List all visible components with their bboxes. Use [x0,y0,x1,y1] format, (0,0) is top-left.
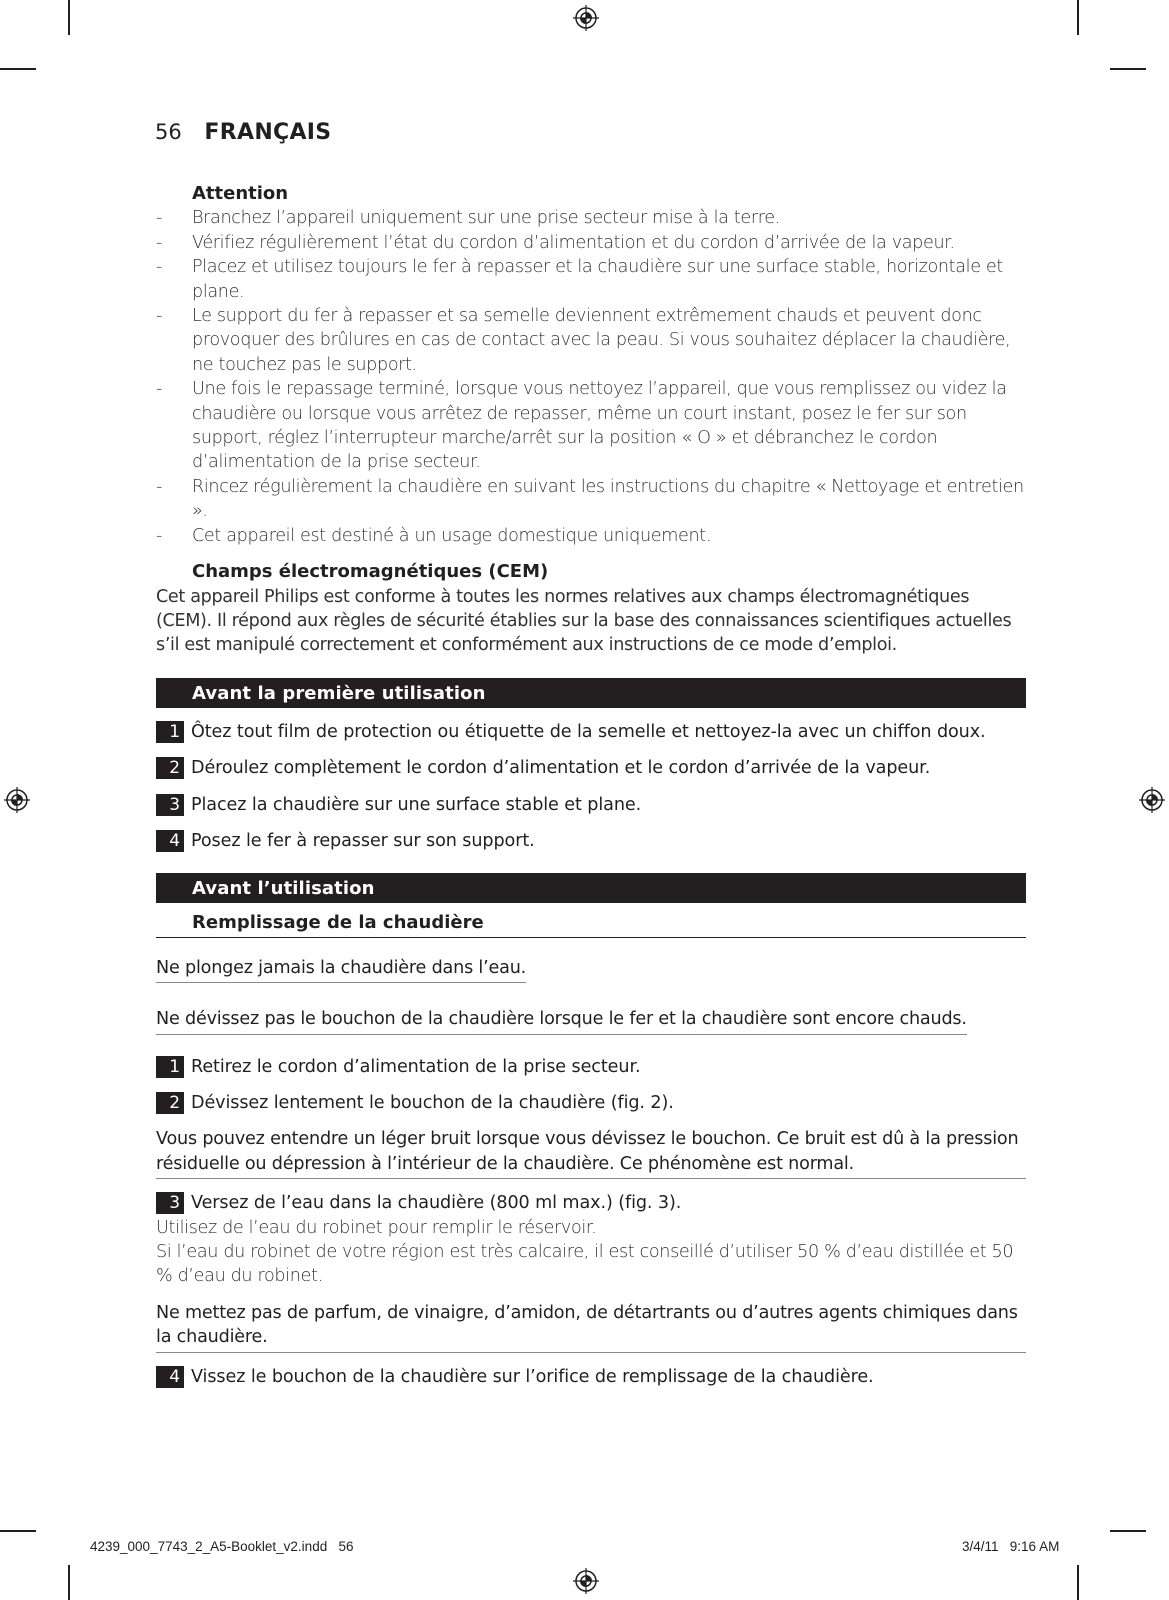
list-item-text: Rincez régulièrement la chaudière en suivant les instructions du chapitre « Nettoyage et entretien ». [192,476,1024,522]
list-item: - Une fois le repassage terminé, lorsque vous nettoyez l’appareil, que vous remplissez ou videz la chaudière ou lorsque vous arrêtez de repasser, même un court instant, posez le fer sur son support, réglez l’interrupteur marche/arrêt sur la position « O » et débranchez le cordon d’alimentation de la prise secteur. [156,379,1007,473]
step-text: Retirez le cordon d’alimentation de la prise secteur. [191,1056,641,1077]
step-item [156,1191,1026,1215]
footer-date: 3/4/11 9:16 AM [962,1539,1060,1554]
cem-heading: Champs électromagnétiques (CEM) [192,561,549,583]
list-item: - Le support du fer à repasser et sa semelle deviennent extrêmement chauds et peuvent donc provoquer des brûlures en cas de contact avec la peau. Si vous souhaitez déplacer la chaudière, ne touchez pas le support. [156,306,1011,375]
warning-text: Ne plongez jamais la chaudière dans l’eau. [156,956,526,983]
crop-mark [68,1565,70,1600]
list-item-text: Le support du fer à repasser et sa semelle deviennent extrêmement chauds et peuvent donc provoquer des brûlures en cas de contact avec la peau. Si vous souhaitez déplacer la chaudière, ne touchez pas le support. [192,306,1011,375]
step-text: Ôtez tout film de protection ou étiquette de la semelle et nettoyez-la avec un chiffon doux. [191,721,986,742]
registration-mark-icon [4,787,30,813]
list-item-text: Cet appareil est destiné à un usage domestique uniquement. [192,525,712,546]
step-text: Posez le fer à repasser sur son support. [191,830,535,851]
crop-mark [0,1530,36,1532]
list-item: - Rincez régulièrement la chaudière en suivant les instructions du chapitre « Nettoyage et entretien ». [156,476,1024,522]
note-text: Vous pouvez entendre un léger bruit lorsque vous dévissez le bouchon. Ce bruit est dû à la pression résiduelle ou dépression à l’intérieur de la chaudière. Ce phénomène est normal. [156,1127,1026,1179]
section-heading-before-use: Avant l’utilisation [156,873,1026,903]
step-number: 3 [156,794,184,816]
document-body [156,182,1026,1389]
language-title: FRANÇAIS [204,120,332,145]
warning-text: Ne dévissez pas le bouchon de la chaudière lorsque le fer et la chaudière sont encore chauds. [156,1007,967,1034]
step-text: Vissez le bouchon de la chaudière sur l’orifice de remplissage de la chaudière. [191,1366,874,1387]
step-number: 4 [156,1366,184,1388]
list-item: - Vérifiez régulièrement l’état du cordon d’alimentation et du cordon d’arrivée de la vapeur. [156,232,955,253]
tip-text: Si l’eau du robinet de votre région est très calcaire, il est conseillé d’utiliser 50 % d’eau distillée et 50 % d’eau du robinet. [156,1242,1014,1287]
list-item-text: Branchez l’appareil uniquement sur une prise secteur mise à la terre. [192,208,780,229]
step-text: Versez de l’eau dans la chaudière (800 ml max.) (fig. 3). [191,1193,682,1214]
attention-list [156,206,1026,548]
step-item [156,1365,1026,1389]
list-item: - Placez et utilisez toujours le fer à repasser et la chaudière sur une surface stable, horizontale et plane. [156,257,1003,302]
registration-mark-icon [573,5,599,31]
step-item [156,829,1026,853]
tip-text: Utilisez de l’eau du robinet pour remplir le réservoir. [156,1217,597,1238]
step-number: 3 [156,1192,184,1214]
step-item [156,756,1026,780]
step-item [156,1091,1026,1115]
crop-mark [68,0,70,35]
list-item-text: Placez et utilisez toujours le fer à repasser et la chaudière sur une surface stable, horizontale et plane. [192,257,1003,302]
step-item [156,793,1026,817]
step-text: Dévissez lentement le bouchon de la chaudière (fig. 2). [191,1092,674,1113]
footer-file-name: 4239_000_7743_2_A5-Booklet_v2.indd 56 [90,1539,354,1554]
step-item [156,1055,1026,1079]
step-item [156,720,1026,744]
step-number: 1 [156,1056,184,1078]
step-number: 1 [156,721,184,743]
crop-mark [0,68,36,70]
page-header [155,120,331,145]
step-number: 4 [156,830,184,852]
crop-mark [1110,1530,1146,1532]
attention-heading: Attention [192,183,289,204]
step-text: Déroulez complètement le cordon d’alimentation et le cordon d’arrivée de la vapeur. [191,758,931,779]
registration-mark-icon [573,1568,599,1594]
step-number: 2 [156,1092,184,1114]
first-use-steps [156,720,1026,854]
page-number: 56 [155,120,182,144]
step-text: Placez la chaudière sur une surface stable et plane. [191,794,642,815]
crop-mark [1077,0,1079,35]
list-item: - Branchez l’appareil uniquement sur une prise secteur mise à la terre. [156,208,780,229]
cem-paragraph: Cet appareil Philips est conforme à toutes les normes relatives aux champs électromagnétiques (CEM). Il répond aux règles de sécurité établies sur la base des connaissances scientifiques actuelles s’il est manipulé correctement et conformément aux instructions de ce mode d’emploi. [156,586,1012,656]
filling-heading: Remplissage de la chaudière [156,911,1026,937]
list-item-text: Vérifiez régulièrement l’état du cordon d’alimentation et du cordon d’arrivée de la vapeur. [192,232,955,253]
crop-mark [1110,68,1146,70]
crop-mark [1077,1565,1079,1600]
warning-text: Ne mettez pas de parfum, de vinaigre, d’amidon, de détartrants ou d’autres agents chimiques dans la chaudière. [156,1301,1026,1353]
registration-mark-icon [1139,787,1165,813]
section-heading-first-use: Avant la première utilisation [156,678,1026,708]
step-number: 2 [156,757,184,779]
list-item: - Cet appareil est destiné à un usage domestique uniquement. [156,525,712,546]
list-item-text: Une fois le repassage terminé, lorsque vous nettoyez l’appareil, que vous remplissez ou videz la chaudière ou lorsque vous arrêtez de repasser, même un court instant, posez le fer sur son support, réglez l’interrupteur marche/arrêt sur la position « O » et débranchez le cordon d’alimentation de la prise secteur. [192,379,1007,473]
